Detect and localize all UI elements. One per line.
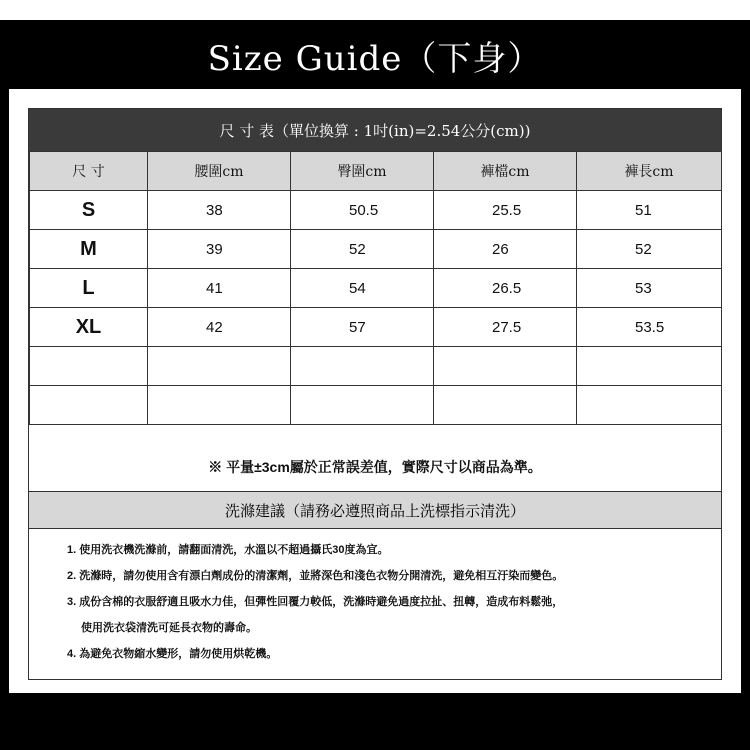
- size-sheet: [28, 108, 722, 680]
- table-caption: 尺 寸 表（單位換算 : 1吋(in)=2.54公分(cm)): [29, 109, 721, 151]
- waist-cell: 38: [148, 191, 291, 230]
- waist-cell: 42: [148, 308, 291, 347]
- length-cell: 52: [577, 230, 722, 269]
- length-cell: 53.5: [577, 308, 722, 347]
- header-size: 尺 寸: [30, 152, 148, 191]
- table-row: [30, 308, 722, 347]
- header-length: 褲長cm: [577, 152, 722, 191]
- empty-cell: [148, 386, 291, 425]
- crotch-cell: 26: [434, 230, 577, 269]
- measurement-note: ※ 平量±3cm屬於正常誤差值，實際尺寸以商品為準。: [208, 459, 542, 475]
- size-cell: M: [30, 230, 148, 269]
- care-line: 3. 成份含棉的衣服舒適且吸水力佳，但彈性回覆力較低，洗滌時避免過度拉扯、扭轉，造成布料鬆弛，: [67, 596, 564, 608]
- bottom-bar: [0, 693, 750, 750]
- size-cell: L: [30, 269, 148, 308]
- table-row-empty: [30, 386, 722, 425]
- waist-cell: 41: [148, 269, 291, 308]
- empty-cell: [291, 347, 434, 386]
- size-cell: S: [30, 191, 148, 230]
- care-line: 4. 為避免衣物縮水變形，請勿使用烘乾機。: [67, 648, 278, 660]
- table-row: [30, 230, 722, 269]
- care-instructions: [67, 537, 707, 667]
- empty-cell: [434, 386, 577, 425]
- waist-cell: 39: [148, 230, 291, 269]
- table-row: [30, 269, 722, 308]
- care-line: 2. 洗滌時，請勿使用含有漂白劑成份的清潔劑，並將深色和淺色衣物分開清洗，避免相互汙染而變色。: [67, 570, 564, 582]
- empty-cell: [148, 347, 291, 386]
- table-row: [30, 191, 722, 230]
- hip-cell: 54: [291, 269, 434, 308]
- empty-cell: [30, 347, 148, 386]
- empty-cell: [577, 347, 722, 386]
- care-title: 洗滌建議（請務必遵照商品上洗標指示清洗）: [29, 491, 721, 529]
- length-cell: 53: [577, 269, 722, 308]
- table-row-empty: [30, 347, 722, 386]
- crotch-cell: 26.5: [434, 269, 577, 308]
- empty-cell: [30, 386, 148, 425]
- care-line: 1. 使用洗衣機洗滌前，請翻面清洗，水溫以不超過攝氏30度為宜。: [67, 544, 389, 556]
- page-title: Size Guide（下身）: [207, 38, 543, 79]
- hip-cell: 57: [291, 308, 434, 347]
- empty-cell: [434, 347, 577, 386]
- care-line: 使用洗衣袋清洗可延長衣物的壽命。: [81, 622, 257, 634]
- size-table: [29, 151, 722, 425]
- header-hip: 臀圍cm: [291, 152, 434, 191]
- header-waist: 腰圍cm: [148, 152, 291, 191]
- crotch-cell: 25.5: [434, 191, 577, 230]
- table-header-row: [30, 152, 722, 191]
- length-cell: 51: [577, 191, 722, 230]
- top-margin: [0, 0, 750, 20]
- empty-cell: [291, 386, 434, 425]
- empty-cell: [577, 386, 722, 425]
- header-crotch: 褲檔cm: [434, 152, 577, 191]
- hip-cell: 50.5: [291, 191, 434, 230]
- hip-cell: 52: [291, 230, 434, 269]
- size-cell: XL: [30, 308, 148, 347]
- crotch-cell: 27.5: [434, 308, 577, 347]
